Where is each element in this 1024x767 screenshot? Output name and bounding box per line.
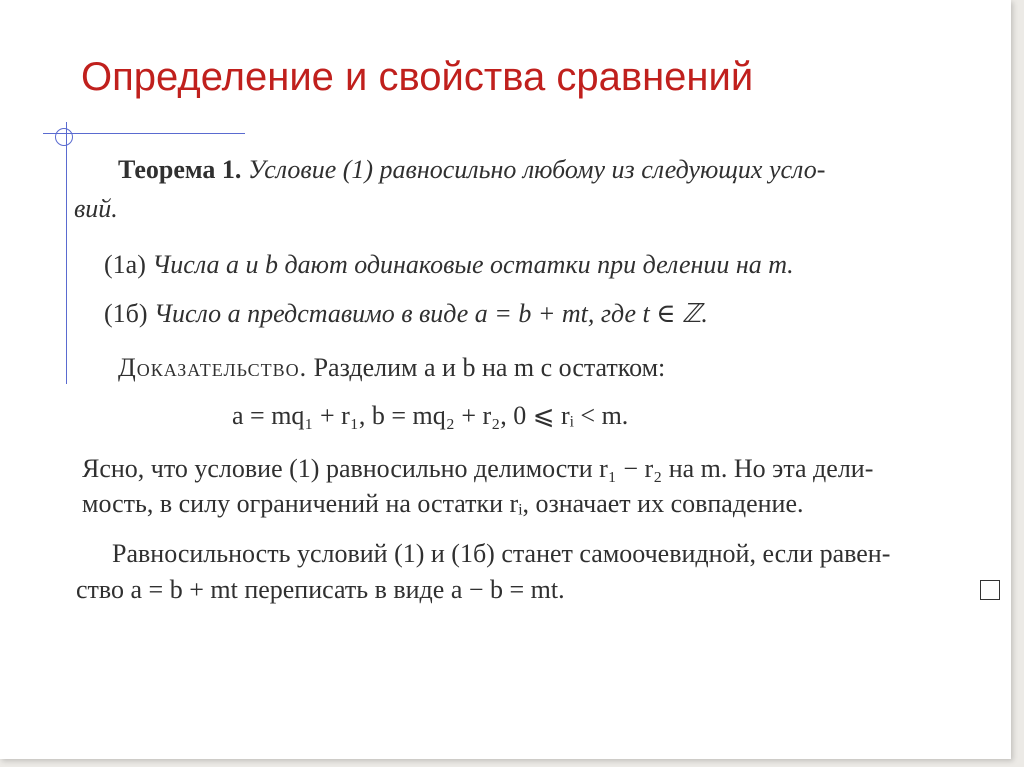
proof-line-1	[118, 352, 665, 384]
theorem-line-1	[118, 154, 825, 186]
proof-paragraph-2-line-2: ство a = b + mt переписать в виде a − b = mt.	[76, 575, 565, 604]
theorem-label: Теорема 1.	[118, 155, 242, 184]
proof-paragraph-1-line-1: Ясно, что условие (1) равносильно делимости r₁ − r₂ на m. Но эта дели-	[82, 454, 874, 483]
proof-intro: Разделим a и b на m с остатком:	[313, 353, 666, 382]
theorem-statement-1: Условие (1) равносильно любому из следующих усло-	[247, 155, 826, 184]
item-1b-number: (1б)	[104, 299, 148, 328]
theorem-statement-2: вий.	[74, 194, 118, 223]
slide-title: Определение и свойства сравнений	[81, 55, 754, 99]
guide-vertical-line	[66, 122, 67, 384]
proof-formula: a = mq₁ + r₁, b = mq₂ + r₂, 0 ⩽ rᵢ < m.	[232, 401, 629, 430]
guide-horizontal-line	[43, 133, 245, 134]
item-1a-number: (1a)	[104, 250, 146, 279]
guide-crosshair-circle	[55, 128, 73, 146]
item-1a-text: Числа a и b дают одинаковые остатки при делении на m.	[152, 250, 794, 279]
proof-label: Доказательство.	[118, 353, 308, 382]
proof-paragraph-2-line-1: Равносильность условий (1) и (1б) станет самоочевидной, если равен-	[112, 539, 891, 568]
theorem-item-1a	[104, 249, 794, 281]
qed-square-icon	[980, 580, 1000, 600]
proof-paragraph-1-line-2: мость, в силу ограничений на остатки rᵢ, означает их совпадение.	[82, 489, 804, 518]
theorem-item-1b	[104, 298, 708, 330]
item-1b-text: Число a представимо в виде a = b + mt, где t ∈ ℤ.	[154, 299, 708, 328]
